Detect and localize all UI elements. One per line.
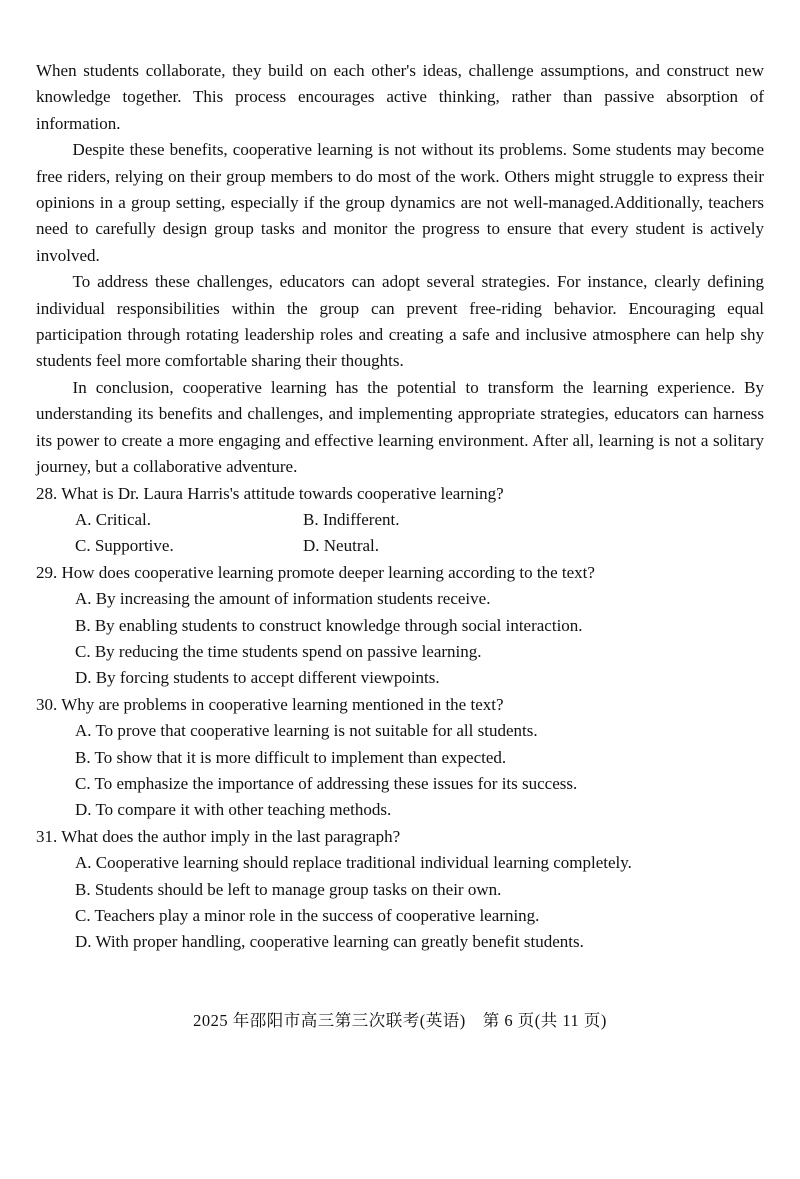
option-c: C. To emphasize the importance of addressing these issues for its success. xyxy=(75,773,578,793)
option-row xyxy=(75,533,764,559)
question-options xyxy=(36,718,764,824)
question-31 xyxy=(36,824,764,956)
passage-paragraph: When students collaborate, they build on each other's ideas, challenge assumptions, and construct new knowledge together. This process encourages active thinking, rather than passive absorption of information. xyxy=(36,61,764,133)
option-a: A. Cooperative learning should replace traditional individual learning completely. xyxy=(75,853,632,873)
question-stem: 29. How does cooperative learning promote deeper learning according to the text? xyxy=(36,562,595,582)
option-d: D. By forcing students to accept different viewpoints. xyxy=(75,668,440,688)
question-stem: 30. Why are problems in cooperative learning mentioned in the text? xyxy=(36,694,504,714)
option-b: B. Students should be left to manage group tasks on their own. xyxy=(75,879,502,899)
option-d: D. To compare it with other teaching methods. xyxy=(75,800,392,820)
passage-paragraph: In conclusion, cooperative learning has the potential to transform the learning experience. By understanding its benefits and challenges, and implementing appropriate strategies, educators can harness its power to create a more engaging and effective learning environment. After all, learning is not a solitary journey, but a collaborative adventure. xyxy=(36,377,764,477)
question-options xyxy=(36,507,764,560)
page-footer: 2025 年邵阳市高三第三次联考(英语) 第 6 页(共 11 页) xyxy=(193,1011,607,1030)
question-options xyxy=(36,850,764,956)
question-options xyxy=(36,586,764,692)
question-29 xyxy=(36,560,764,692)
question-stem: 28. What is Dr. Laura Harris's attitude towards cooperative learning? xyxy=(36,483,504,503)
option-c: C. Supportive. xyxy=(75,536,174,556)
option-a: A. Critical. xyxy=(75,509,152,529)
option-b: B. To show that it is more difficult to implement than expected. xyxy=(75,747,507,767)
option-d: D. With proper handling, cooperative learning can greatly benefit students. xyxy=(75,932,584,952)
option-a: A. To prove that cooperative learning is not suitable for all students. xyxy=(75,721,538,741)
reading-passage xyxy=(36,58,764,481)
question-stem: 31. What does the author imply in the last paragraph? xyxy=(36,826,401,846)
option-row xyxy=(75,507,764,533)
option-c: C. By reducing the time students spend on passive learning. xyxy=(75,641,482,661)
passage-paragraph: Despite these benefits, cooperative learning is not without its problems. Some students may become free riders, relying on their group members to do most of the work. Others might struggle to express their opinions in a group setting, especially if the group dynamics are not well-managed.Additionally, teachers need to carefully design group tasks and monitor the progress to ensure that every student is actively involved. xyxy=(36,140,764,265)
option-c: C. Teachers play a minor role in the success of cooperative learning. xyxy=(75,906,540,925)
option-d: D. Neutral. xyxy=(303,536,380,556)
option-a: A. By increasing the amount of information students receive. xyxy=(75,589,491,609)
question-28 xyxy=(36,481,764,560)
passage-paragraph: To address these challenges, educators can adopt several strategies. For instance, clearly defining individual responsibilities within the group can prevent free-riding behavior. Encouraging equal participation through rotating leadership roles and creating a safe and inclusive atmosphere can help shy students feel more comfortable sharing their thoughts. xyxy=(36,272,764,371)
option-b: B. By enabling students to construct knowledge through social interaction. xyxy=(75,615,583,635)
question-30 xyxy=(36,692,764,824)
option-b: B. Indifferent. xyxy=(303,509,400,529)
